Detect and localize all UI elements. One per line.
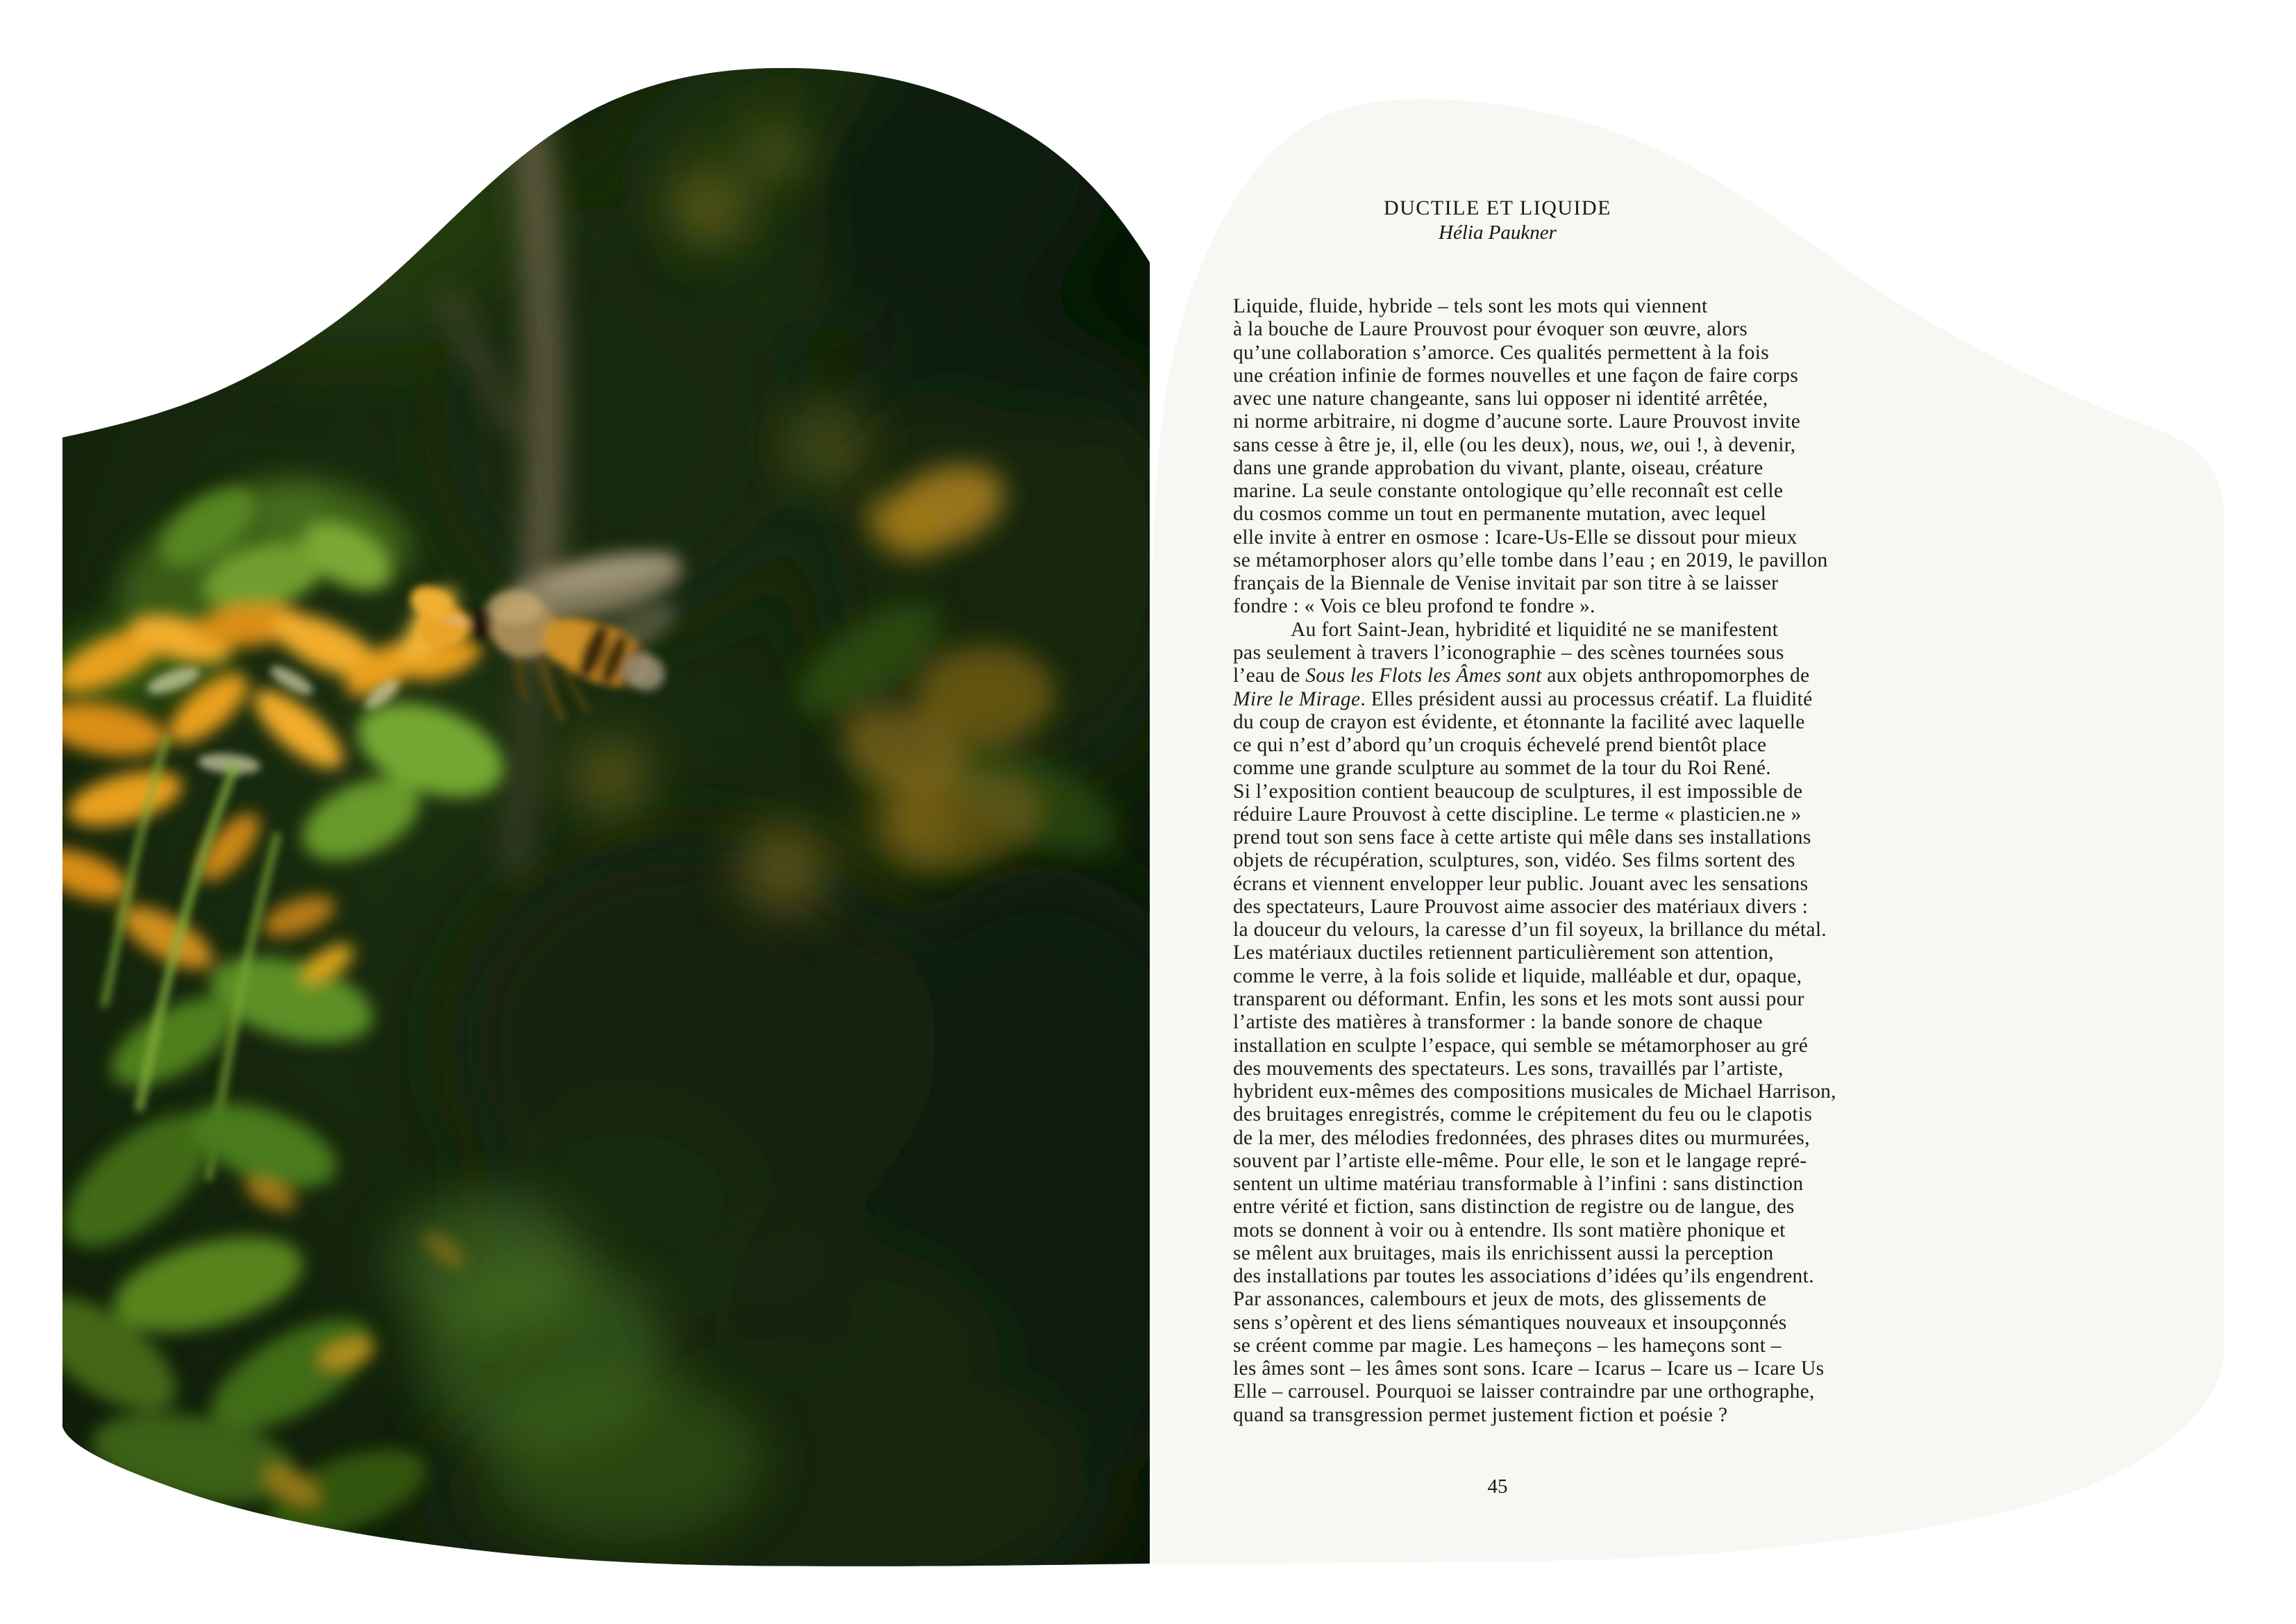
text-line: marine. La seule constante ontologique qu’elle reconnaît est celle [1233,480,1784,503]
article-title: DUCTILE ET LIQUIDE [1383,196,1612,219]
text-line: l’artiste des matières à transformer : la bande sonore de chaque [1233,1011,1763,1034]
text-line: mots se donnent à voir ou à entendre. Ils sont matière phonique et [1233,1219,1786,1241]
text-line: des mouvements des spectateurs. Les sons, travaillés par l’artiste, [1233,1057,1784,1080]
page-number: 45 [1487,1475,1508,1498]
text-line: écrans et viennent envelopper leur public. Jouant avec les sensations [1233,872,1809,895]
text-line: ni norme arbitraire, ni dogme d’aucune sorte. Laure Prouvost invite [1233,410,1801,433]
text-line: à la bouche de Laure Prouvost pour évoquer son œuvre, alors [1233,318,1748,341]
text-line: une création infinie de formes nouvelles et une façon de faire corps [1233,364,1799,387]
text-line: hybrident eux-mêmes des compositions musicales de Michael Harrison, [1233,1080,1836,1103]
text-line: Mire le Mirage. Elles président aussi au processus créatif. La fluidité [1233,687,1813,710]
text-line: se métamorphoser alors qu’elle tombe dans l’eau ; en 2019, le pavillon [1233,549,1828,571]
text-line: la douceur du velours, la caresse d’un fil soyeux, la brillance du métal. [1233,919,1827,941]
text-line: des bruitages enregistrés, comme le crépitement du feu ou le clapotis [1233,1103,1813,1126]
text-line: qu’une collaboration s’amorce. Ces qualités permettent à la fois [1233,341,1770,364]
text-line: des installations par toutes les associations d’idées qu’ils engendrent. [1233,1265,1814,1288]
text-line: objets de récupération, sculptures, son, vidéo. Ses films sortent des [1233,849,1795,872]
text-line: ce qui n’est d’abord qu’un croquis échevelé prend bientôt place [1233,734,1767,757]
text-line: du cosmos comme un tout en permanente mutation, avec lequel [1233,503,1767,526]
text-line: dans une grande approbation du vivant, plante, oiseau, créature [1233,456,1763,479]
text-line: du coup de crayon est évidente, et étonnante la facilité avec laquelle [1233,710,1805,733]
text-line: souvent par l’artiste elle-même. Pour elle, le son et le langage repré- [1233,1149,1807,1172]
text-line: quand sa transgression permet justement fiction et poésie ? [1233,1403,1728,1426]
text-line: l’eau de Sous les Flots les Âmes sont aux objets anthropomorphes de [1233,664,1810,687]
text-line: comme le verre, à la fois solide et liquide, malléable et dur, opaque, [1233,964,1802,987]
text-line: avec une nature changeante, sans lui opposer ni identité arrêtée, [1233,387,1768,410]
text-line: Liquide, fluide, hybride – tels sont les mots qui viennent [1233,295,1708,317]
text-line: transparent ou déformant. Enfin, les sons et les mots sont aussi pour [1233,987,1804,1010]
text-line: pas seulement à travers l’iconographie – des scènes tournées sous [1233,641,1784,664]
text-line: sentent un ultime matériau transformable à l’infini : sans distinction [1233,1173,1804,1196]
text-line: fondre : « Vois ce bleu profond te fondre ». [1233,595,1595,618]
text-line: se mêlent aux bruitages, mais ils enrichissent aussi la perception [1233,1241,1774,1264]
text-line: sens s’opèrent et des liens sémantiques nouveaux et insoupçonnés [1233,1311,1787,1334]
text-line: elle invite à entrer en osmose : Icare-Us-Elle se dissout pour mieux [1233,526,1798,549]
text-line: Par assonances, calembours et jeux de mots, des glissements de [1233,1288,1767,1311]
text-line: des spectateurs, Laure Prouvost aime associer des matériaux divers : [1233,895,1809,918]
body-text [1233,295,1969,1427]
text-line: entre vérité et fiction, sans distinction de registre ou de langue, des [1233,1196,1795,1219]
text-line: de la mer, des mélodies fredonnées, des phrases dites ou murmurées, [1233,1126,1810,1149]
article-author: Hélia Paukner [1439,221,1557,244]
text-line: se créent comme par magie. Les hameçons – les hameçons sont – [1233,1334,1782,1357]
text-line: Elle – carrousel. Pourquoi se laisser contraindre par une orthographe, [1233,1380,1815,1403]
text-line: prend tout son sens face à cette artiste qui mêle dans ses installations [1233,826,1811,849]
text-line: installation en sculpte l’espace, qui semble se métamorphoser au gré [1233,1034,1809,1057]
text-line: sans cesse à être je, il, elle (ou les deux), nous, we, oui !, à devenir, [1233,433,1796,456]
text-line: Au fort Saint-Jean, hybridité et liquidité ne se manifestent [1291,618,1779,641]
text-line: français de la Biennale de Venise invitait par son titre à se laisser [1233,572,1779,595]
text-line: comme une grande sculpture au sommet de la tour du Roi René. [1233,757,1771,780]
text-line: Les matériaux ductiles retiennent particulièrement son attention, [1233,941,1774,964]
text-line: réduire Laure Prouvost à cette discipline. Le terme « plasticien.ne » [1233,803,1802,826]
text-line: les âmes sont – les âmes sont sons. Icare – Icarus – Icare us – Icare Us [1233,1357,1825,1380]
text-line: Si l’exposition contient beaucoup de sculptures, il est impossible de [1233,780,1803,803]
